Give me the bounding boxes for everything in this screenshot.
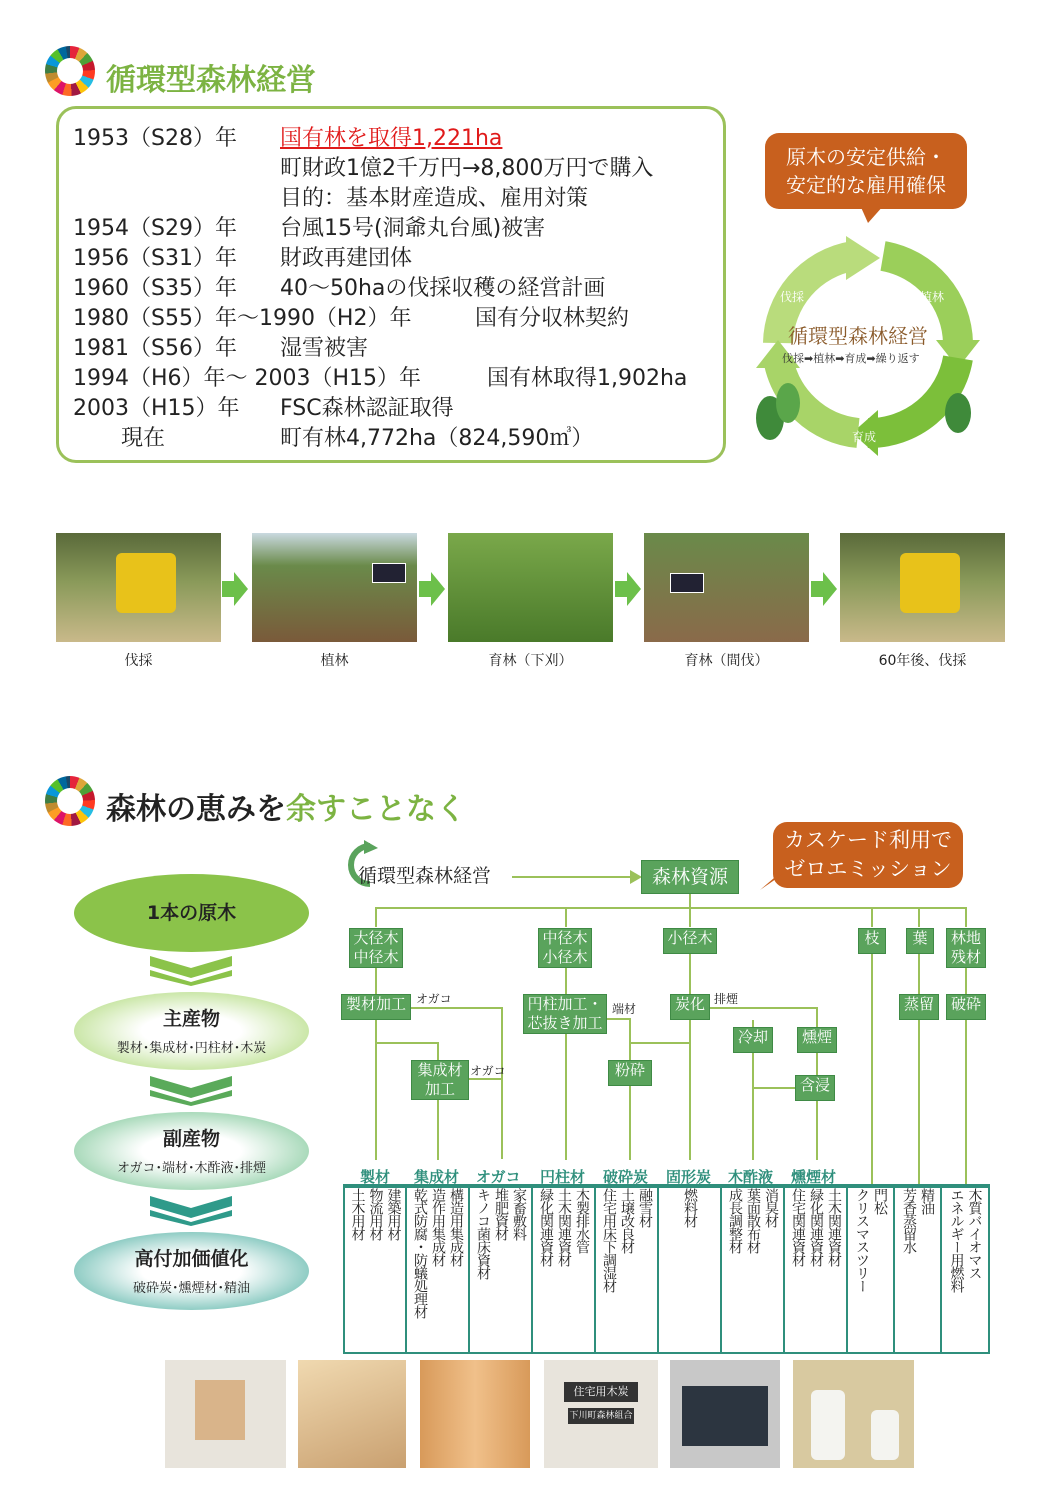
flow-line bbox=[565, 1034, 567, 1160]
flow-line bbox=[375, 907, 377, 927]
history-box bbox=[56, 106, 726, 463]
flow-line bbox=[689, 1020, 691, 1160]
flow-line bbox=[629, 1018, 631, 1060]
cycle-label-grow: 育成 bbox=[852, 430, 877, 444]
edge-label-sawdust: オガコ bbox=[416, 992, 452, 1006]
cycle-label-harvest: 伐採 bbox=[780, 290, 805, 304]
flow-line bbox=[752, 1053, 754, 1160]
section-title-circular: 循環型森林経営 bbox=[106, 63, 316, 98]
section-title-forest-blessing: 森林の恵みを余すことなく bbox=[106, 792, 466, 827]
process-laminated: 集成材 加工 bbox=[411, 1060, 469, 1100]
history-row-year: 現在 bbox=[121, 426, 166, 451]
history-row-year: 1980（S55）年～1990（H2）年 bbox=[73, 306, 412, 331]
uses-column: 木質バイオマス エネルギー用燃料 bbox=[948, 1188, 983, 1292]
history-row: 1953（S28）年 bbox=[73, 126, 237, 151]
history-row-text: 目的：基本財産造成、雇用対策 bbox=[280, 186, 589, 211]
process-impregnate: 含浸 bbox=[795, 1075, 835, 1101]
uses-column: 融雪材 土壌改良材 住宅用床下調湿材 bbox=[596, 1186, 659, 1352]
uses-column: 木製排水管 土木関連資材 緑化関連資材 bbox=[533, 1186, 596, 1352]
oval-raw-log: 1本の原木 bbox=[74, 874, 309, 952]
flow-line bbox=[629, 1042, 691, 1044]
history-row-text: 国有林取得1,902ha bbox=[487, 366, 688, 391]
process-carbonize: 炭化 bbox=[670, 994, 710, 1020]
category-label: 木酢液 bbox=[728, 1168, 774, 1186]
edge-label-sawdust-2: オガコ bbox=[470, 1064, 506, 1078]
history-row-text: 財政再建団体 bbox=[280, 246, 413, 271]
flow-line bbox=[565, 968, 567, 994]
history-row-text: 国有林を取得1,221ha bbox=[280, 126, 503, 151]
category-label: 燻煙材 bbox=[791, 1168, 837, 1186]
uses-column: 門松 クリスマスツリー bbox=[848, 1186, 895, 1352]
stable-supply-bubble: 原木の安定供給・ 安定的な雇用確保 bbox=[765, 133, 967, 209]
history-row-year: 1994（H6）年～ 2003（H15）年 bbox=[73, 366, 422, 391]
flow-line bbox=[501, 1007, 503, 1159]
history-row-text: 町財政1億2千万円→8,800万円で購入 bbox=[280, 156, 654, 181]
history-row-text: 台風15号(洞爺丸台風)被害 bbox=[280, 216, 546, 241]
oval-main-products: 主産物 製材･集成材･円柱材･木炭 bbox=[74, 992, 309, 1070]
flow-line bbox=[437, 1100, 439, 1160]
flow-top-label: 循環型森林経営 bbox=[358, 865, 492, 887]
flow-line bbox=[918, 1020, 920, 1184]
process-smoke: 燻煙 bbox=[797, 1027, 837, 1053]
cycle-center-title: 循環型森林経営 bbox=[788, 324, 928, 348]
chevron-down-icon bbox=[150, 1196, 232, 1226]
history-row-year: 1954（S29）年 bbox=[73, 216, 237, 241]
sdgs-wheel-icon bbox=[45, 776, 95, 826]
uses-column: 燃料材 bbox=[659, 1186, 722, 1352]
flow-line bbox=[710, 1007, 818, 1009]
product-photo-charcoal-bag: 住宅用木炭 下川町森林組合 bbox=[544, 1360, 658, 1468]
flow-line bbox=[918, 907, 920, 927]
flow-line bbox=[871, 907, 873, 927]
category-label: オガコ bbox=[476, 1168, 521, 1186]
cascade-bubble: カスケード利用で ゼロエミッション bbox=[773, 822, 963, 888]
flow-line bbox=[965, 968, 967, 994]
history-row-year: 1956（S31）年 bbox=[73, 246, 237, 271]
process-crush: 破砕 bbox=[946, 994, 986, 1020]
photo-thinning bbox=[644, 533, 809, 642]
uses-column: 消臭材 葉面散布材 成長調整材 bbox=[722, 1186, 785, 1352]
arrow-right-icon bbox=[419, 572, 445, 606]
bubble-tail bbox=[860, 205, 890, 227]
category-label: 集成材 bbox=[414, 1168, 460, 1186]
flow-line bbox=[965, 907, 967, 927]
process-sawing: 製材加工 bbox=[341, 994, 411, 1020]
arrow-right-icon bbox=[811, 572, 837, 606]
uses-column: 構造用集成材 造作用集成材 乾式防腐・防蟻処理材 bbox=[407, 1186, 470, 1352]
forest-resource-box: 森林資源 bbox=[641, 860, 739, 894]
source-leaf: 葉 bbox=[906, 928, 934, 954]
flow-line bbox=[918, 954, 920, 994]
history-row-year: 1960（S35）年 bbox=[73, 276, 237, 301]
edge-label-smoke: 排煙 bbox=[714, 992, 739, 1006]
flow-line bbox=[871, 954, 873, 1184]
flow-line bbox=[375, 1042, 439, 1044]
product-photo-essential-oil bbox=[793, 1360, 914, 1468]
flow-line bbox=[752, 1087, 796, 1089]
flow-line bbox=[816, 1007, 818, 1027]
process-pulverize: 粉砕 bbox=[608, 1060, 652, 1086]
product-photo-blocks bbox=[165, 1360, 286, 1468]
photo-harvest bbox=[56, 533, 221, 642]
process-cool: 冷却 bbox=[733, 1027, 773, 1053]
product-photo-smoked-wood bbox=[670, 1360, 780, 1468]
uses-column: 家畜敷料 堆肥資材 キノコ菌床資材 bbox=[470, 1186, 533, 1352]
source-medium-log: 中径木 小径木 bbox=[538, 928, 592, 968]
source-branch: 枝 bbox=[858, 928, 886, 954]
process-distill: 蒸留 bbox=[899, 994, 939, 1020]
flow-line bbox=[565, 907, 567, 927]
product-photo-laminated bbox=[298, 1360, 406, 1468]
flow-line bbox=[689, 954, 691, 994]
cycle-center-sub: 伐採➡植林➡育成➡繰り返す bbox=[782, 352, 920, 365]
flow-line bbox=[816, 1053, 818, 1075]
flow-line bbox=[689, 907, 691, 927]
source-small-log: 小径木 bbox=[663, 928, 717, 954]
source-large-log: 大径木 中径木 bbox=[349, 928, 403, 968]
cycle-label-plant: 植林 bbox=[920, 290, 945, 304]
uses-column: 精油 芳香蒸留水 bbox=[895, 1186, 942, 1352]
history-row-year: 1981（S56）年 bbox=[73, 336, 237, 361]
flow-line bbox=[816, 1101, 818, 1160]
uses-column: 土木関連資材 緑化関連資材 住宅関連資材 bbox=[785, 1186, 848, 1352]
edge-label-offcut: 端材 bbox=[612, 1002, 637, 1016]
photo-caption: 育林（下刈） bbox=[488, 653, 573, 669]
chevron-down-icon bbox=[150, 956, 232, 986]
photo-caption: 育林（間伐） bbox=[684, 653, 769, 669]
category-label: 製材 bbox=[360, 1168, 391, 1186]
photo-caption: 植林 bbox=[320, 653, 349, 669]
flow-line bbox=[607, 1018, 631, 1020]
flow-line bbox=[375, 907, 966, 909]
category-label: 円柱材 bbox=[540, 1168, 586, 1186]
photo-weeding bbox=[448, 533, 613, 642]
oval-high-value: 高付加価値化 破砕炭･燻煙材･精油 bbox=[74, 1232, 309, 1310]
history-row-text: 国有分収林契約 bbox=[475, 306, 630, 331]
history-row-text: 湿雪被害 bbox=[280, 336, 369, 361]
source-residue: 林地 残材 bbox=[946, 928, 986, 968]
photo-caption: 伐採 bbox=[124, 653, 153, 669]
flow-line bbox=[375, 1020, 377, 1160]
flow-line bbox=[965, 1020, 967, 1184]
product-photo-lumber bbox=[420, 1360, 530, 1468]
bubble-tail bbox=[760, 872, 786, 892]
history-row-text: 町有林4,772ha（824,590㎥） bbox=[280, 426, 594, 451]
oval-by-products: 副産物 オガコ･端材･木酢液･排煙 bbox=[74, 1112, 309, 1190]
photo-caption: 60年後、伐採 bbox=[878, 653, 967, 669]
flow-line bbox=[512, 876, 638, 878]
flow-line bbox=[437, 1042, 439, 1060]
arrow-right-icon bbox=[615, 572, 641, 606]
uses-column: 建築用材 物流用材 土木用材 bbox=[345, 1186, 407, 1352]
photo-plant bbox=[252, 533, 417, 642]
process-cylinder: 円柱加工・ 芯抜き加工 bbox=[523, 994, 607, 1034]
category-label: 破砕炭 bbox=[603, 1168, 649, 1186]
flow-line bbox=[411, 1007, 503, 1009]
sdgs-wheel-icon bbox=[45, 46, 95, 96]
history-row-text: 40～50haの伐採収穫の経営計画 bbox=[280, 276, 606, 301]
flow-line bbox=[469, 1078, 503, 1080]
photo-harvest-60 bbox=[840, 533, 1005, 642]
flow-line bbox=[689, 894, 691, 908]
history-row-year: 2003（H15）年 bbox=[73, 396, 240, 421]
history-row-text: FSC森林認証取得 bbox=[280, 396, 454, 421]
arrow-right-icon bbox=[222, 572, 248, 606]
chevron-down-icon bbox=[150, 1076, 232, 1106]
category-label: 固形炭 bbox=[666, 1168, 712, 1186]
flow-line bbox=[375, 968, 377, 994]
flow-line bbox=[629, 1086, 631, 1160]
